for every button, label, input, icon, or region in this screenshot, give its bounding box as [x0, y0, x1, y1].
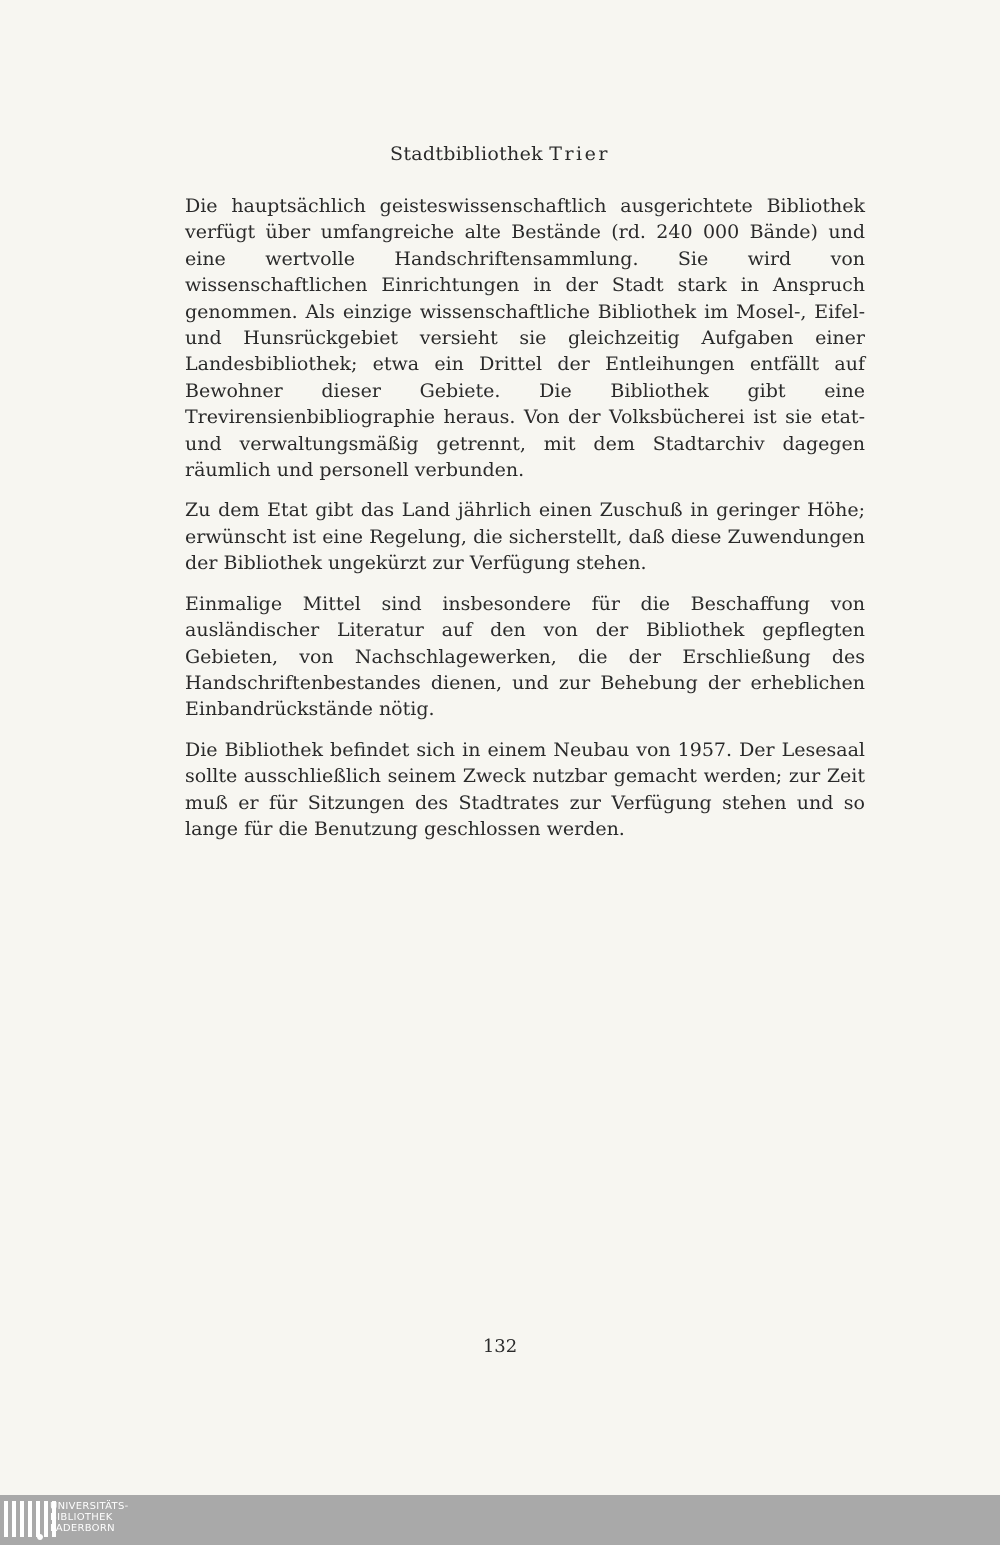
- heading-city: Trier: [549, 143, 610, 165]
- logo-dot-icon: [37, 1534, 43, 1540]
- library-name-line: PADERBORN: [50, 1523, 115, 1534]
- page-number: 132: [482, 1336, 518, 1357]
- page-heading: [0, 143, 1000, 165]
- paragraph: Zu dem Etat gibt das Land jährlich einen Zuschuß in geringer Höhe; erwünscht ist eine Regelung, die sicherstellt, daß diese Zuwendungen der Bibliothek ungekürzt zur Verfügung stehen.: [185, 499, 865, 575]
- library-name: [50, 1501, 129, 1534]
- heading-title: Stadtbibliothek: [390, 143, 543, 165]
- body-text: [185, 193, 865, 856]
- library-footer: [0, 1495, 1000, 1545]
- library-bars-logo-icon: [4, 1501, 56, 1539]
- paragraph: Die hauptsächlich geisteswissenschaftlich ausgerichtete Bibliothek verfügt über umfangreiche alte Bestände (rd. 240 000 Bände) und eine wertvolle Handschriftensammlung. Sie wird von wissenschaftlichen Einrichtungen in der Stadt stark in Anspruch genommen. Als einzige wissenschaftliche Bibliothek im Mosel-, Eifel- und Hunsrückgebiet versieht sie gleichzeitig Aufgaben einer Landesbibliothek; etwa ein Drittel der Entleihungen entfällt auf Bewohner dieser Gebiete. Die Bibliothek gibt eine Trevirensienbibliographie heraus. Von der Volksbücherei ist sie etat- und verwaltungsmäßig getrennt, mit dem Stadtarchiv dagegen räumlich und personell verbunden.: [185, 195, 865, 482]
- library-name-line: BIBLIOTHEK: [50, 1512, 113, 1523]
- paragraph: Die Bibliothek befindet sich in einem Neubau von 1957. Der Lesesaal sollte ausschließlich seinem Zweck nutzbar gemacht werden; zur Zeit muß er für Sitzungen des Stadtrates zur Verfügung stehen und so lange für die Benutzung geschlossen werden.: [185, 738, 865, 840]
- library-name-line: UNIVERSITÄTS-: [50, 1501, 129, 1512]
- paragraph: Einmalige Mittel sind insbesondere für die Beschaffung von ausländischer Literatur auf den von der Bibliothek gepflegten Gebieten, von Nachschlagewerken, die der Erschließung des Handschriftenbestandes dienen, und zur Behebung der erheblichen Einbandrückstände nötig.: [185, 592, 865, 721]
